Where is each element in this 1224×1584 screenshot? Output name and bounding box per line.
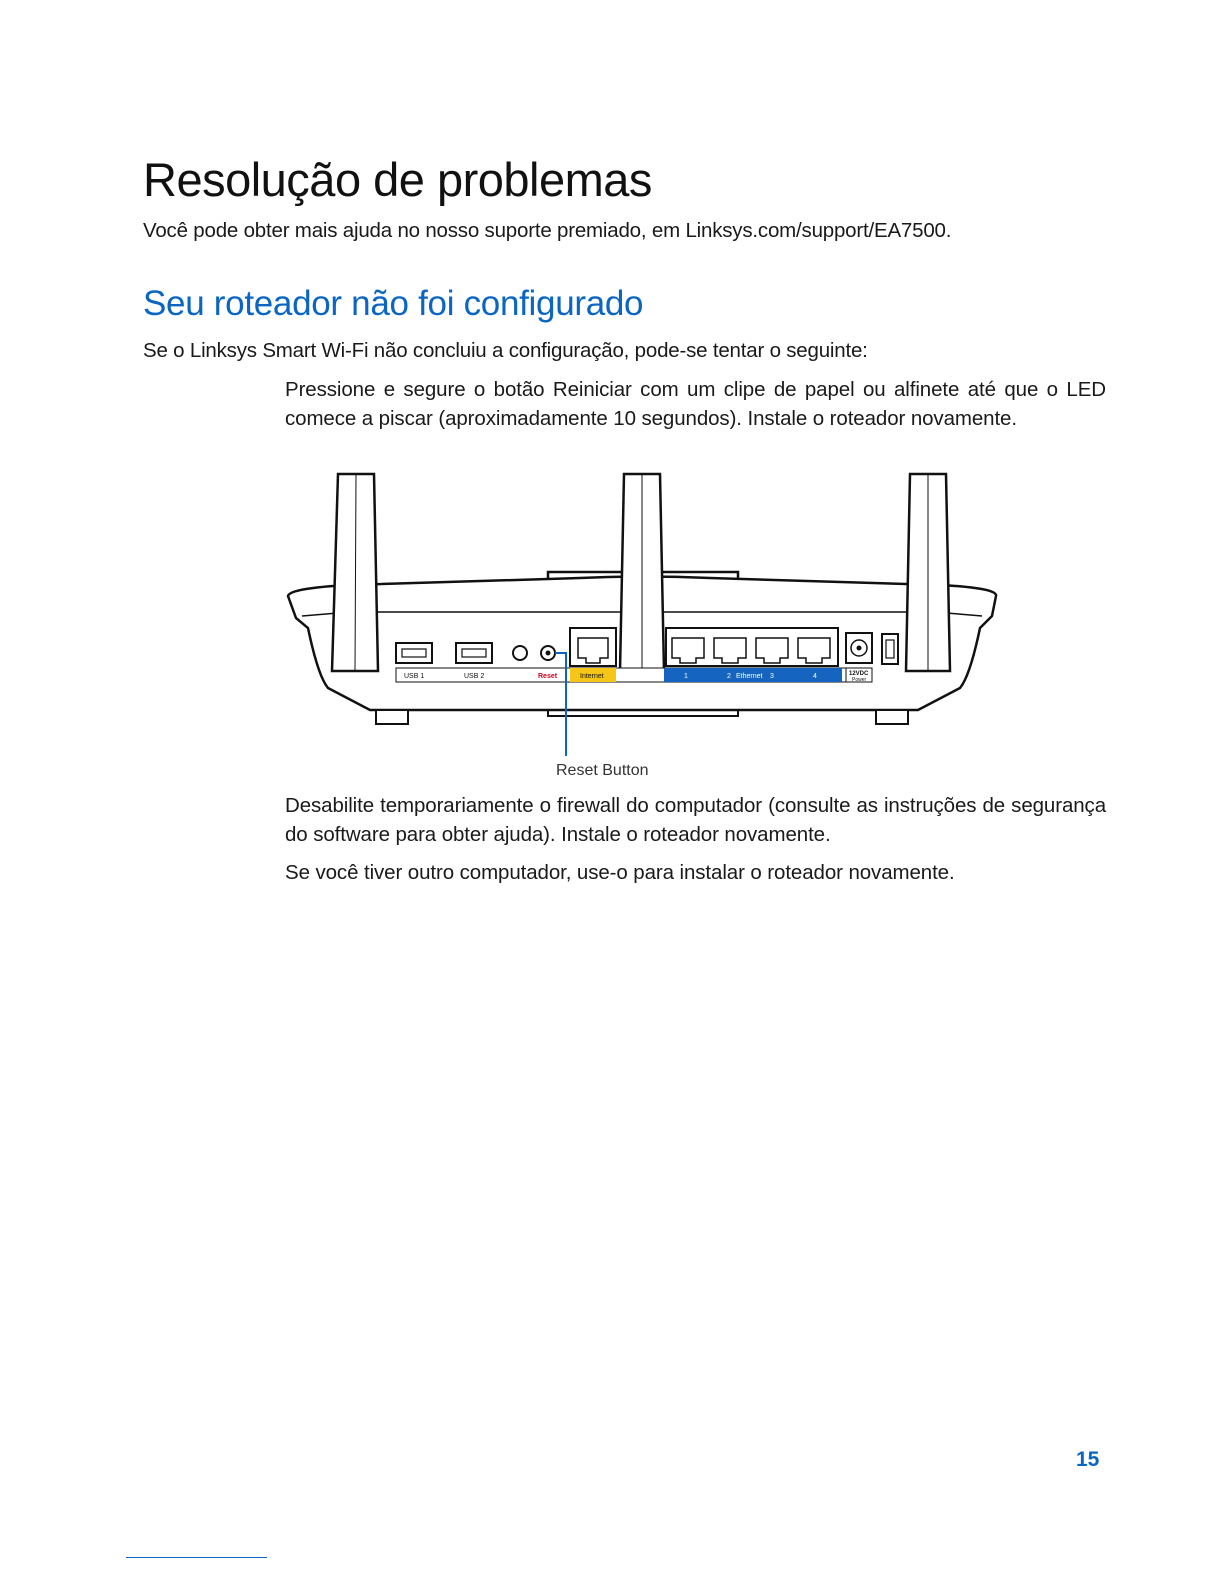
label-eth4: 4 <box>813 673 817 680</box>
label-usb1: USB 1 <box>404 673 425 680</box>
section-lead: Se o Linksys Smart Wi-Fi não concluiu a configuração, pode-se tentar o seguinte: <box>143 339 868 362</box>
ethernet-ports <box>666 628 838 666</box>
router-back-figure <box>280 466 1010 786</box>
page-title: Resolução de problemas <box>143 153 652 206</box>
page-number: 15 <box>1076 1448 1100 1471</box>
section-title: Seu roteador não foi configurado <box>143 284 644 323</box>
label-eth1: 1 <box>684 673 688 680</box>
footer-rule <box>126 1557 267 1558</box>
label-eth3: 3 <box>770 673 774 680</box>
internet-port <box>570 628 616 666</box>
step-reset-router: Pressione e segure o botão Reiniciar com um clipe de papel ou alfinete até que o LED comece a piscar (aproximadamente 10 segundos). Instale o roteador novamente. <box>285 378 1106 430</box>
step-other-computer: Se você tiver outro computador, use-o para instalar o roteador novamente. <box>285 861 955 884</box>
step-disable-firewall: Desabilite temporariamente o firewall do computador (consulte as instruções de segurança do software para obter ajuda). Instale o roteador novamente. <box>285 794 1106 846</box>
label-power-volts: 12VDC <box>849 671 869 677</box>
label-usb2: USB 2 <box>464 673 485 680</box>
label-power: Power <box>852 677 867 683</box>
label-ethernet: Ethernet <box>736 673 763 680</box>
label-eth2: 2 <box>727 673 731 680</box>
reset-callout-label: Reset Button <box>556 762 649 779</box>
label-reset: Reset <box>538 673 558 680</box>
wps-button <box>513 646 527 660</box>
intro-text: Você pode obter mais ajuda no nosso suporte premiado, em Linksys.com/support/EA7500. <box>143 219 952 242</box>
label-internet: Internet <box>580 673 604 680</box>
